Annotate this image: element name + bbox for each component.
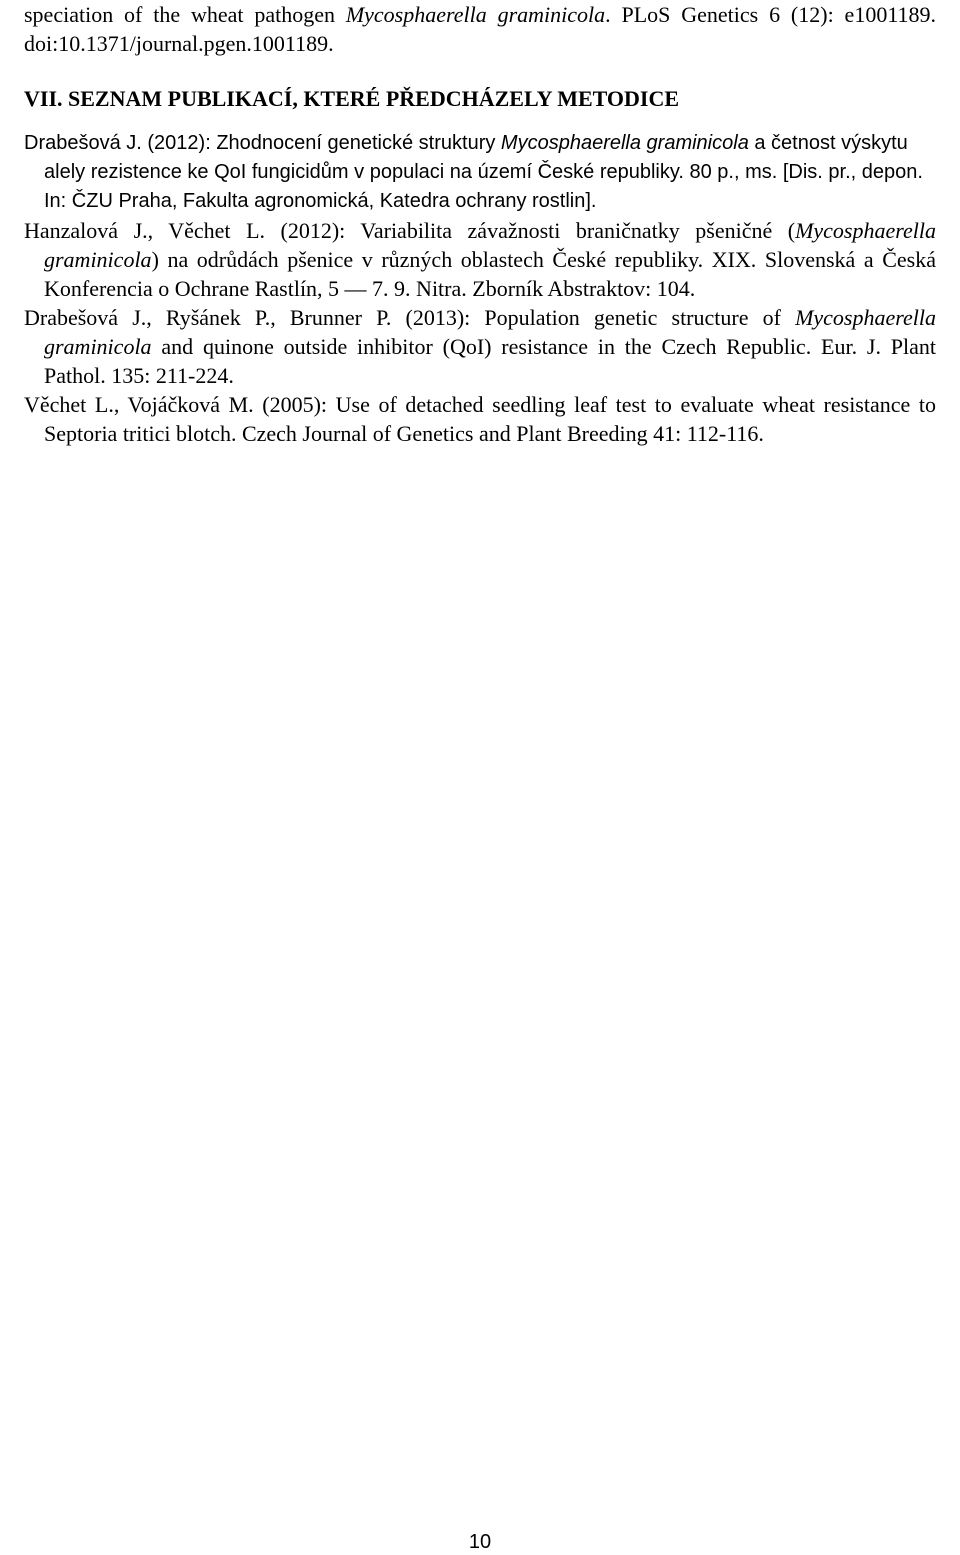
- reference-drabesova-2013: [24, 303, 936, 390]
- reference-drabesova-2012: [24, 129, 936, 216]
- species-name: Mycosphaerella graminicola: [500, 132, 749, 154]
- reference-hanzalova-2012: [24, 216, 936, 303]
- section-heading: VII. SEZNAM PUBLIKACÍ, KTERÉ PŘEDCHÁZELY METODICE: [24, 86, 680, 111]
- reference-text: Drabešová J. (2012): Zhodnocení genetické struktury: [24, 132, 501, 154]
- page-number: 10: [468, 1531, 492, 1553]
- document-page: [24, 0, 936, 448]
- species-name: Mycosphaerella graminicola: [44, 218, 936, 272]
- reference-text: Drabešová J., Ryšánek P., Brunner P. (2013): Population genetic structure of: [24, 305, 796, 330]
- reference-text: Věchet L., Vojáčková M. (2005): Use of detached seedling leaf test to evaluate wheat resistance to Septoria tritici blotch. Czech Journal of Genetics and Plant Breeding 41: 112-116.: [24, 392, 936, 446]
- reference-vechet-2005: [24, 390, 936, 448]
- reference-text: a četnost výskytu alely rezistence ke QoI fungicidům v populaci na území České republiky. 80 p., ms. [Dis. pr., depon. In: ČZU Praha, Fakulta agronomická, Katedra ochrany rostlin].: [44, 132, 923, 212]
- reference-continuation: [24, 0, 936, 58]
- species-name: Mycosphaerella graminicola: [44, 305, 936, 359]
- reference-text: speciation of the wheat pathogen: [24, 2, 346, 27]
- reference-text: ) na odrůdách pšenice v různých oblastech České republiky. XIX. Slovenská a Česká Konferencia o Ochrane Rastlín, 5 — 7. 9. Nitra. Zborník Abstraktov: 104.: [44, 247, 936, 301]
- reference-text: and quinone outside inhibitor (QoI) resistance in the Czech Republic. Eur. J. Plant Pathol. 135: 211-224.: [44, 334, 936, 388]
- reference-text: Hanzalová J., Věchet L. (2012): Variabilita závažnosti braničnatky pšeničné (: [24, 218, 796, 243]
- species-name: Mycosphaerella graminicola: [345, 2, 606, 27]
- reference-text: . PLoS Genetics 6 (12): e1001189. doi:10.1371/journal.pgen.1001189.: [24, 2, 937, 56]
